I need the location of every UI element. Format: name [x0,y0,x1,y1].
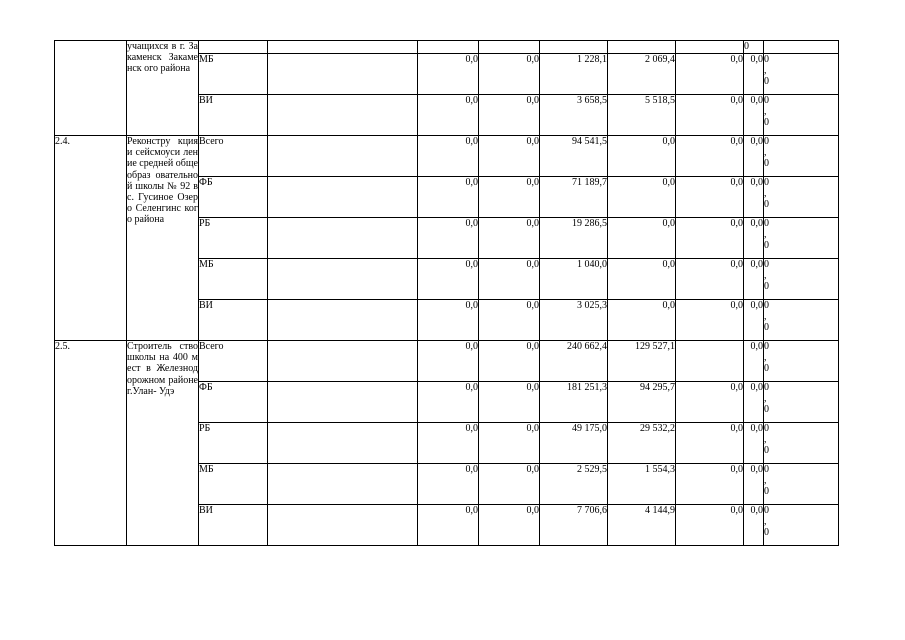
value-cell: 0,0 [479,177,540,218]
narrow-value-char: 0 [764,158,769,170]
value-cell: 2 529,5 [540,464,608,505]
narrow-value-char: 0 [764,54,769,65]
value-cell: 0,0 [744,423,764,464]
value-cell: 0,0 [744,464,764,505]
funding-source-cell: ВИ [199,505,268,546]
value-cell: 0,0 [418,218,479,259]
value-cell: 0,0 [744,218,764,259]
narrow-value-char: , [764,229,767,241]
value-cell: 0,0 [479,464,540,505]
narrow-value-char: , [764,352,767,364]
blank-cell [268,341,418,382]
funding-source-cell: РБ [199,218,268,259]
value-cell: 0,0 [676,464,744,505]
value-cell: 0,0 [744,259,764,300]
narrow-value-char: 0 [764,527,769,539]
value-cell: 0,0 [608,259,676,300]
value-cell: 0,0 [418,300,479,341]
value-cell: 0,0 [479,341,540,382]
funding-source-cell: РБ [199,423,268,464]
narrow-value-cell [764,300,839,341]
narrow-value-cell [764,259,839,300]
value-cell: 0,0 [418,464,479,505]
narrow-value-cell [764,382,839,423]
blank-cell [268,464,418,505]
value-cell: 0,0 [676,95,744,136]
funding-source-cell: МБ [199,54,268,95]
value-cell: 5 518,5 [608,95,676,136]
value-cell: 181 251,3 [540,382,608,423]
value-cell: 0,0 [479,95,540,136]
narrow-value-char: , [764,434,767,446]
value-cell: 0,0 [744,300,764,341]
value-cell: 0,0 [744,505,764,546]
value-cell: 71 189,7 [540,177,608,218]
budget-table [54,40,839,546]
value-cell: 0,0 [676,54,744,95]
blank-cell [676,41,744,54]
value-cell: 1 228,1 [540,54,608,95]
narrow-value-char: 0 [764,259,769,270]
value-cell: 0,0 [744,136,764,177]
narrow-value-char: 0 [764,300,769,311]
blank-cell [268,259,418,300]
value-cell: 0,0 [418,136,479,177]
value-cell: 0,0 [744,54,764,95]
narrow-value-char: 0 [764,117,769,129]
value-cell: 0,0 [744,95,764,136]
value-cell: 0,0 [418,54,479,95]
narrow-value-cell [764,464,839,505]
value-cell: 3 025,3 [540,300,608,341]
narrow-value-cell [764,505,839,546]
narrow-value-char: 0 [764,95,769,106]
funding-source-cell: ВИ [199,300,268,341]
table-row [55,341,839,382]
narrow-value-char: 0 [764,464,769,475]
narrow-value-char: 0 [764,404,769,416]
value-cell: 0,0 [418,177,479,218]
value-cell: 3 658,5 [540,95,608,136]
funding-source-cell: ФБ [199,382,268,423]
value-cell: 0,0 [479,505,540,546]
blank-cell [268,300,418,341]
narrow-value-char: 0 [764,76,769,88]
value-cell: 0,0 [479,136,540,177]
value-cell: 0,0 [479,259,540,300]
value-cell: 4 144,9 [608,505,676,546]
blank-cell [540,41,608,54]
blank-cell [268,54,418,95]
value-cell: 0,0 [744,382,764,423]
value-cell: 0,0 [676,177,744,218]
value-cell: 29 532,2 [608,423,676,464]
narrow-value-char: , [764,311,767,323]
value-cell: 129 527,1 [608,341,676,382]
value-cell: 94 541,5 [540,136,608,177]
blank-cell [268,423,418,464]
value-cell: 0,0 [418,423,479,464]
blank-cell [268,177,418,218]
narrow-value-cell [764,95,839,136]
blank-cell [199,41,268,54]
funding-source-cell: Всего [199,341,268,382]
funding-source-cell: Всего [199,136,268,177]
table-row [55,136,839,177]
funding-source-cell: ФБ [199,177,268,218]
item-code-cell: 2.4. [55,136,127,341]
narrow-value-char: 0 [764,363,769,375]
table-body [55,41,839,546]
blank-cell [268,95,418,136]
narrow-value-char: 0 [764,199,769,211]
value-cell: 1 554,3 [608,464,676,505]
value-cell: 0,0 [744,341,764,382]
narrow-value-char: 0 [764,341,769,352]
narrow-value-char: 0 [764,505,769,516]
narrow-value-cell [764,136,839,177]
narrow-value-char: , [764,516,767,528]
table-row [55,41,839,54]
value-cell: 0,0 [608,218,676,259]
value-cell: 0,0 [418,382,479,423]
narrow-value-cell: 0 [744,41,764,54]
value-cell: 0,0 [418,505,479,546]
narrow-value-cell [764,177,839,218]
blank-cell [268,218,418,259]
item-name-cell: Строитель ство школы на 400 мест в Железнод орожном районе г.Улан- Удэ [127,341,199,546]
blank-cell [479,41,540,54]
narrow-value-char: , [764,393,767,405]
item-code-cell [55,41,127,136]
value-cell: 0,0 [676,136,744,177]
item-name-cell: Реконстру кция и сейсмоуси ление средней общеобраз овательно й школы № 92 в с. Гусиное Озеро Селенгинс кого района [127,136,199,341]
blank-cell [608,41,676,54]
narrow-value-char: 0 [764,382,769,393]
value-cell: 0,0 [608,177,676,218]
narrow-value-cell [764,341,839,382]
narrow-value-char: , [764,65,767,77]
narrow-value-char: , [764,106,767,118]
value-cell: 0,0 [608,300,676,341]
value-cell: 0,0 [479,382,540,423]
value-cell: 240 662,4 [540,341,608,382]
narrow-value-char: 0 [764,322,769,334]
value-cell: 0,0 [418,259,479,300]
funding-source-cell: МБ [199,259,268,300]
narrow-value-char: 0 [764,445,769,457]
value-cell: 0,0 [676,259,744,300]
blank-cell [268,136,418,177]
funding-source-cell: МБ [199,464,268,505]
value-cell: 7 706,6 [540,505,608,546]
narrow-value-char: , [764,475,767,487]
blank-cell [764,41,839,54]
value-cell: 0,0 [418,341,479,382]
narrow-value-char: 0 [764,281,769,293]
value-cell: 1 040,0 [540,259,608,300]
value-cell: 0,0 [676,505,744,546]
value-cell: 0,0 [608,136,676,177]
blank-cell [268,382,418,423]
narrow-value-char: 0 [764,240,769,252]
narrow-value-char: 0 [764,218,769,229]
narrow-value-char: , [764,147,767,159]
value-cell: 0,0 [479,54,540,95]
narrow-value-cell [764,218,839,259]
value-cell: 2 069,4 [608,54,676,95]
value-cell: 0,0 [418,95,479,136]
blank-cell [268,505,418,546]
narrow-value-cell [764,423,839,464]
value-cell: 0,0 [479,300,540,341]
funding-source-cell: ВИ [199,95,268,136]
narrow-value-char: 0 [764,423,769,434]
narrow-value-cell [764,54,839,95]
value-cell: 49 175,0 [540,423,608,464]
narrow-value-char: , [764,188,767,200]
value-cell: 0,0 [676,300,744,341]
blank-cell [418,41,479,54]
value-cell: 0,0 [676,218,744,259]
value-cell: 19 286,5 [540,218,608,259]
value-cell: 0,0 [479,218,540,259]
value-cell [676,341,744,382]
blank-cell [268,41,418,54]
item-code-cell: 2.5. [55,341,127,546]
item-name-cell: учащихся в г. Закаменск Закаменск ого района [127,41,199,136]
narrow-value-char: 0 [764,486,769,498]
value-cell: 94 295,7 [608,382,676,423]
narrow-value-char: 0 [764,177,769,188]
value-cell: 0,0 [676,423,744,464]
narrow-value-char: , [764,270,767,282]
value-cell: 0,0 [676,382,744,423]
value-cell: 0,0 [744,177,764,218]
value-cell: 0,0 [479,423,540,464]
narrow-value-char: 0 [764,136,769,147]
